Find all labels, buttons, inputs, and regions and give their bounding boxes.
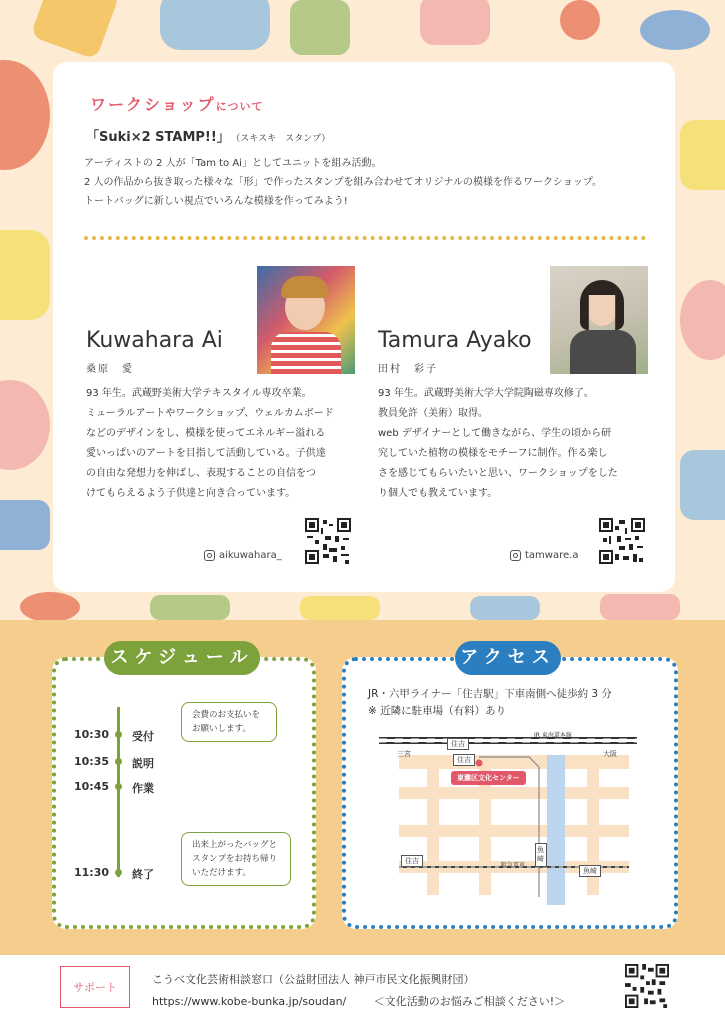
schedule-title: スケジュール	[104, 641, 260, 675]
bio-line: ミューラルアートやワークショップ、ウェルカムボード	[86, 408, 334, 419]
artist-name-en: Kuwahara Ai	[86, 328, 223, 353]
schedule-label: 説明	[132, 757, 154, 770]
workshop-subtitle	[86, 126, 330, 145]
note-line: いただけます。	[192, 868, 251, 878]
deco-shape	[680, 450, 725, 520]
bio-line: 究していた植物の模様をモチーフに制作。作る楽し	[378, 448, 608, 459]
map-label-sannomiya: 三宮	[397, 750, 411, 758]
bio-line: 愛いっぱいのアートを目指して活動している。子供達	[86, 448, 326, 459]
access-directions	[368, 686, 612, 720]
desc-line: 2 人の作品から抜き取った様々な「形」で作ったスタンプを組み合わせてオリジナルの模様を作るワークショップ。	[84, 177, 603, 188]
artist-bio	[378, 384, 618, 504]
deco-shape	[20, 592, 80, 620]
deco-shape	[560, 0, 600, 40]
footer-contact	[152, 993, 565, 1009]
timeline-dot	[115, 869, 122, 876]
footer-organization: こうべ文化芸術相談窓口（公益財団法人 神戸市民文化振興財団）	[152, 973, 475, 986]
deco-shape	[0, 380, 50, 470]
support-badge: サポート	[60, 966, 130, 1008]
deco-shape	[150, 595, 230, 620]
instagram-handle: aikuwahara_	[219, 550, 282, 561]
instagram-link-tamura[interactable]	[510, 550, 578, 561]
note-line: 会費のお支払いを	[192, 710, 261, 720]
note-line: お願いします。	[192, 724, 251, 734]
deco-shape	[160, 0, 270, 50]
timeline-dot	[115, 783, 122, 790]
desc-line: アーティストの 2 人が「Tam to Ai」としてユニットを組み活動。	[84, 158, 382, 169]
deco-shape	[680, 280, 725, 360]
artist-bio	[86, 384, 334, 504]
deco-shape	[290, 0, 350, 55]
artist-name-en: Tamura Ayako	[378, 328, 532, 353]
timeline-dot	[115, 758, 122, 765]
note-line: 出来上がったバッグと	[192, 840, 278, 850]
bio-line: り個人でも教えています。	[378, 488, 498, 499]
schedule-box	[52, 657, 316, 929]
bio-line: などのデザインをし、模様を使ってエネルギー溢れる	[86, 428, 326, 439]
artist-name-jp: 桑原 愛	[86, 364, 134, 375]
schedule-note-payment	[181, 702, 277, 742]
deco-shape	[640, 10, 710, 50]
schedule-time: 10:30	[74, 728, 110, 741]
deco-shape	[0, 230, 50, 320]
map-label-uozaki-vertical: 魚崎	[535, 843, 547, 867]
map-label-osaka: 大阪	[603, 750, 617, 758]
access-line: JR・六甲ライナー「住吉駅」下車南側へ徒歩約 3 分	[368, 688, 612, 700]
schedule-label: 終了	[132, 868, 154, 881]
schedule-label: 受付	[132, 730, 154, 743]
deco-shape	[600, 594, 680, 620]
workshop-heading	[90, 92, 263, 115]
deco-shape	[680, 120, 725, 190]
bio-line: さを感じてもらいたいと思い、ワークショップをした	[378, 468, 618, 479]
map-label-sumiyoshi-hanshin: 住吉	[401, 855, 423, 867]
map-label-sumiyoshi: 住吉	[453, 754, 475, 766]
instagram-icon	[510, 550, 521, 561]
footer-tagline: ＜文化活動のお悩みご相談ください!＞	[373, 995, 566, 1008]
qr-code-kuwahara[interactable]	[305, 518, 351, 564]
heading-sub: について	[215, 100, 264, 113]
schedule-time: 11:30	[74, 866, 110, 879]
footer-url[interactable]: https://www.kobe-bunka.jp/soudan/	[152, 995, 347, 1008]
deco-shape	[300, 596, 380, 620]
note-line: スタンプをお持ち帰り	[192, 854, 278, 864]
bio-line: 93 年生。武蔵野美術大学大学院陶磁専攻修了。	[378, 388, 594, 399]
map-label-uozaki: 魚崎	[579, 865, 601, 877]
desc-line: トートバッグに新しい視点でいろんな模様を作ってみよう!	[84, 196, 348, 207]
deco-shape	[0, 500, 50, 550]
deco-shape	[470, 596, 540, 620]
workshop-description	[84, 154, 602, 211]
map-label-hanshin: 阪急電車	[501, 862, 526, 869]
artist-photo-tamura	[550, 266, 648, 374]
artist-name-jp: 田村 彩子	[378, 364, 438, 375]
bio-line: web デザイナーとして働きながら、学生の頃から研	[378, 428, 612, 439]
instagram-handle: tamware.a	[525, 550, 579, 561]
instagram-link-kuwahara[interactable]	[204, 550, 282, 561]
schedule-label: 作業	[132, 782, 154, 795]
access-title: アクセス	[455, 641, 561, 675]
dotted-divider	[84, 236, 646, 240]
map-label-venue: 東灘区文化センター	[451, 771, 526, 785]
access-line: ※ 近隣に駐車場（有料）あり	[368, 705, 507, 717]
map-drawing	[379, 727, 637, 905]
subtitle-text: 「Suki×2 STAMP!!」	[86, 130, 230, 145]
access-map[interactable]	[379, 727, 637, 905]
schedule-note-takehome	[181, 832, 291, 886]
deco-shape	[420, 0, 490, 45]
schedule-time: 10:45	[74, 780, 110, 793]
deco-shape	[0, 60, 50, 170]
timeline-dot	[115, 731, 122, 738]
bio-line: 教員免許（美術）取得。	[378, 408, 488, 419]
artist-photo-kuwahara	[257, 266, 355, 374]
qr-code-tamura[interactable]	[599, 518, 645, 564]
bio-line: けてもらえるよう子供達と向き合っています。	[86, 488, 296, 499]
map-label-sumiyoshi-station: 住吉	[447, 738, 469, 750]
deco-shape	[30, 0, 120, 60]
instagram-icon	[204, 550, 215, 561]
qr-code-footer[interactable]	[625, 964, 669, 1008]
schedule-time: 10:35	[74, 755, 110, 768]
map-label-jr: JR 東海道本線	[534, 732, 572, 739]
bio-line: 93 年生。武蔵野美術大学テキスタイル専攻卒業。	[86, 388, 312, 399]
subtitle-reading: （スキスキ スタンプ）	[235, 134, 331, 144]
heading-main: ワークショップ	[90, 95, 216, 114]
bio-line: の自由な発想力を伸ばし、表現することの自信をつ	[86, 468, 316, 479]
